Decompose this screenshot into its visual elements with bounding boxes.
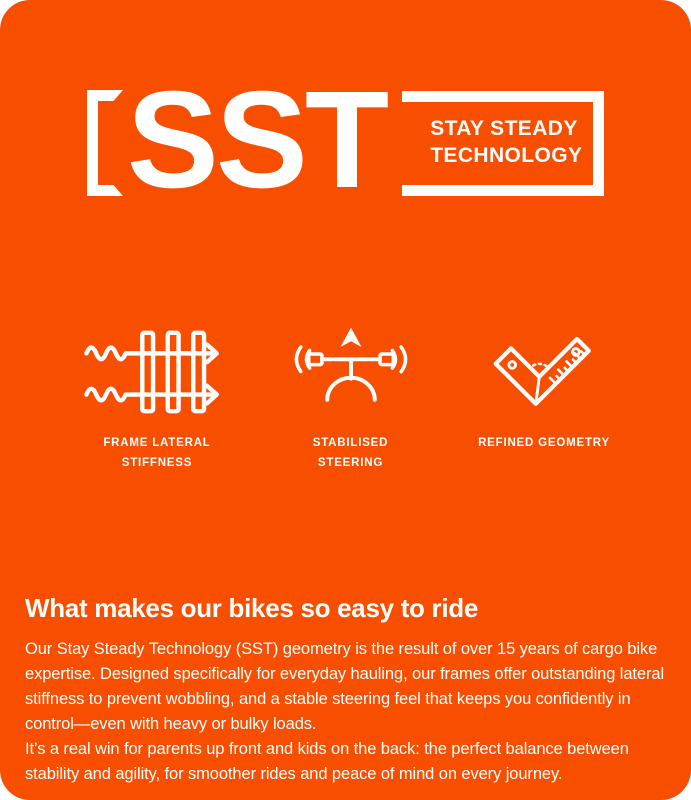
feature-label: FRAME LATERAL STIFFNESS bbox=[103, 437, 211, 469]
logo-tagline-line2: TECHNOLOGY bbox=[430, 144, 583, 167]
logo-tagline-line1: STAY STEADY bbox=[430, 117, 578, 141]
feature-frame-lateral-stiffness bbox=[72, 322, 242, 473]
sst-logo bbox=[0, 62, 691, 217]
left-bracket-icon bbox=[87, 90, 125, 196]
feature-label: REFINED GEOMETRY bbox=[478, 437, 610, 449]
feature-stabilised-steering bbox=[266, 322, 436, 473]
copy-section bbox=[0, 593, 691, 787]
right-bracket-box bbox=[402, 91, 604, 196]
handlebar-steering-icon bbox=[285, 324, 417, 421]
lateral-stiffness-arrows-icon bbox=[83, 323, 231, 421]
logo-acronym: SST bbox=[126, 62, 387, 217]
section-body bbox=[25, 637, 666, 787]
body-paragraph-2: It’s a real win for parents up front and kids on the back: the perfect balance between stability and agility, for smoother rides and peace of mind on every journey. bbox=[25, 740, 629, 784]
set-square-ruler-icon bbox=[493, 322, 595, 422]
features-row bbox=[0, 322, 691, 473]
feature-refined-geometry bbox=[459, 322, 629, 454]
feature-label: STABILISED STEERING bbox=[312, 437, 389, 469]
body-paragraph-1: Our Stay Steady Technology (SST) geometry is the result of over 15 years of cargo bike expertise. Designed specifically for everyday hauling, our frames offer outstanding lateral stiffness to prevent wobbling, and a stable steering feel that keeps you confidently in control—even with heavy or bulky loads. bbox=[25, 640, 665, 734]
section-heading: What makes our bikes so easy to ride bbox=[25, 593, 479, 624]
